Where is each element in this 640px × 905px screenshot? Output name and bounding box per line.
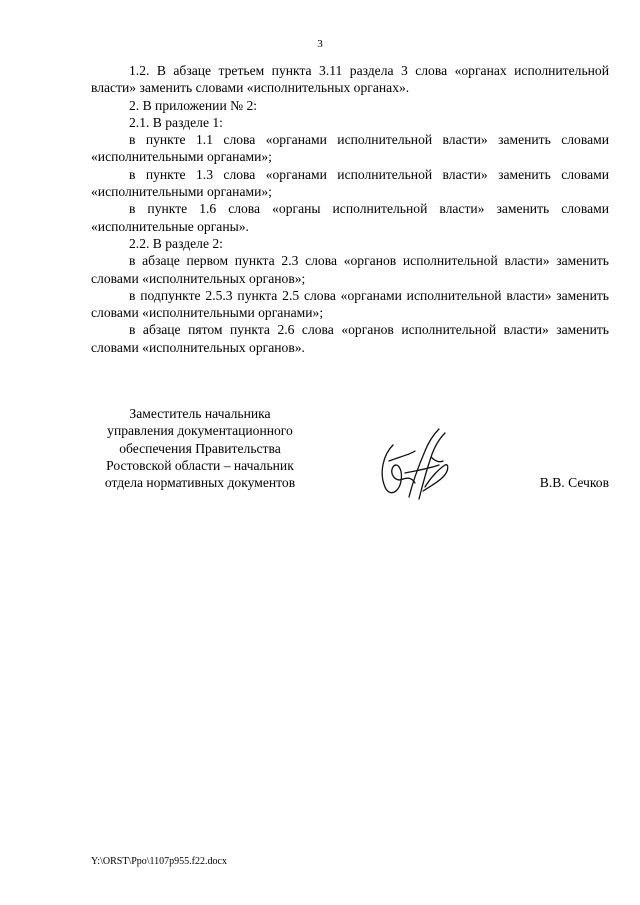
- paragraph-item-1-1: в пункте 1.1 слова «органами исполнительной власти» заменить словами «исполнительными органами»;: [91, 132, 609, 165]
- paragraph-1-2: 1.2. В абзаце третьем пункта 3.11 раздела 3 слова «органах исполнительной власти» заменить словами «исполнительных органах».: [91, 63, 609, 96]
- signer-position-line: Ростовской области – начальник: [106, 457, 294, 473]
- paragraph-item-2-6: в абзаце пятом пункта 2.6 слова «органов исполнительной власти» заменить словами «исполнительных органов».: [91, 322, 609, 355]
- signature-block: [91, 405, 609, 515]
- signer-position-line: Заместитель начальника: [129, 406, 271, 421]
- paragraph-item-1-6: в пункте 1.6 слова «органы исполнительной власти» заменить словами «исполнительные органы».: [91, 201, 609, 234]
- document-body: [91, 62, 609, 356]
- paragraph-2: 2. В приложении № 2:: [129, 97, 258, 113]
- paragraph-item-2-3: в абзаце первом пункта 2.3 слова «органов исполнительной власти» заменить словами «исполнительных органов»;: [91, 253, 609, 286]
- file-path-footer: Y:\ORST\Ppo\1107p955.f22.docx: [91, 856, 227, 867]
- paragraph-2-1: 2.1. В разделе 1:: [129, 114, 223, 130]
- paragraph-item-1-3: в пункте 1.3 слова «органами исполнительной власти» заменить словами «исполнительными органами»;: [91, 166, 609, 200]
- signer-position-line: управления документационного: [107, 423, 293, 439]
- signer-name: В.В. Сечков: [539, 475, 609, 490]
- handwritten-signature: [369, 421, 461, 513]
- paragraph-item-2-5-3: в подпункте 2.5.3 пункта 2.5 слова «органами исполнительной власти» заменить словами «исполнительными органами»;: [91, 287, 609, 321]
- paragraph-2-2: 2.2. В разделе 2:: [129, 235, 223, 251]
- signer-position-line: обеспечения Правительства: [119, 440, 281, 456]
- signer-position-line: отдела нормативных документов: [104, 475, 296, 491]
- signer-position: [91, 405, 309, 491]
- page-number: 3: [317, 38, 323, 50]
